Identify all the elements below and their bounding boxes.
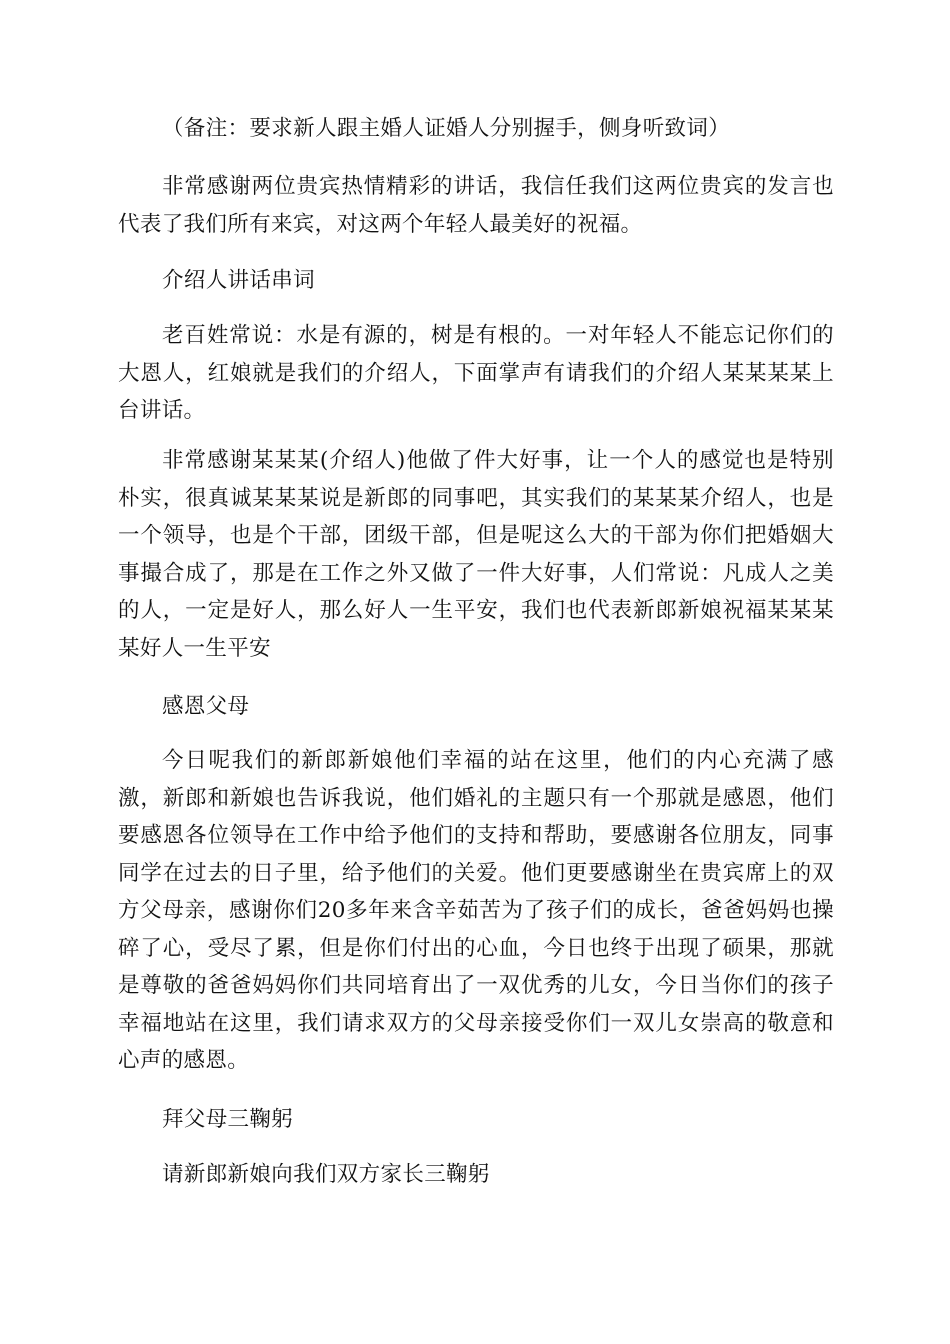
introducer-invite-paragraph: 老百姓常说：水是有源的，树是有根的。一对年轻人不能忘记你们的大恩人，红娘就是我们的介绍人，下面掌声有请我们的介绍人某某某某上台讲话。 [118, 323, 834, 423]
section-heading-introducer: 介绍人讲话串词 [162, 268, 315, 293]
introducer-thanks-paragraph: 非常感谢某某某(介绍人)他做了件大好事，让一个人的感觉也是特别朴实，很真诚某某某说是新郎的同事吧，其实我们的某某某介绍人，也是一个领导，也是个干部，团级干部，但是呢这么大的干部为你们把婚姻大事撮合成了，那是在工作之外又做了一件大好事，人们常说：凡成人之美的人，一定是好人，那么好人一生平安，我们也代表新郎新娘祝福某某某某好人一生平安 [118, 448, 834, 661]
section-heading-bow: 拜父母三鞠躬 [162, 1107, 294, 1132]
thanks-paragraph: 非常感谢两位贵宾热情精彩的讲话，我信任我们这两位贵宾的发言也代表了我们所有来宾，对这两个年轻人最美好的祝福。 [118, 174, 834, 237]
bow-instruction-paragraph: 请新郎新娘向我们双方家长三鞠躬 [162, 1162, 490, 1187]
section-heading-gratitude: 感恩父母 [162, 694, 250, 719]
note-paragraph: （备注：要求新人跟主婚人证婚人分别握手，侧身听致词） [162, 116, 731, 141]
gratitude-paragraph: 今日呢我们的新郎新娘他们幸福的站在这里，他们的内心充满了感激，新郎和新娘也告诉我说，他们婚礼的主题只有一个那就是感恩，他们要感恩各位领导在工作中给予他们的支持和帮助，要感谢各位朋友，同事同学在过去的日子里，给予他们的关爱。他们更要感谢坐在贵宾席上的双方父母亲，感谢你们20多年来含辛茹苦为了孩子们的成长，爸爸妈妈也操碎了心，受尽了累，但是你们付出的心血，今日也终于出现了硕果，那就是尊敬的爸爸妈妈你们共同培育出了一双优秀的儿女，今日当你们的孩子幸福地站在这里，我们请求双方的父母亲接受你们一双儿女崇高的敬意和心声的感恩。 [118, 748, 834, 1073]
